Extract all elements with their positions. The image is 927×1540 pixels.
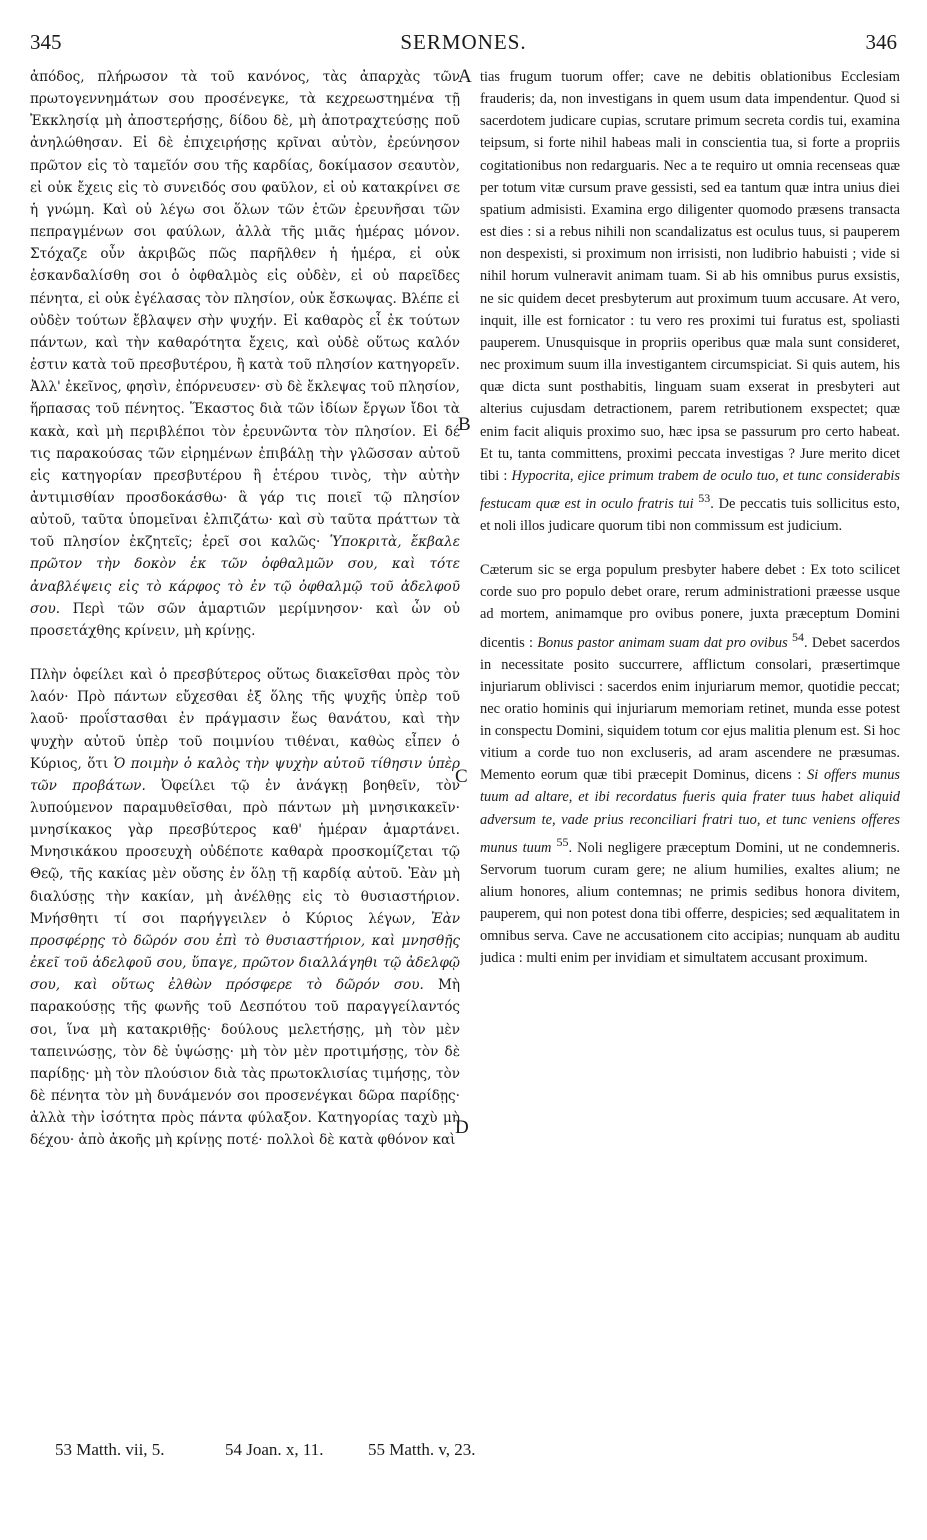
greek-paragraph-2 xyxy=(30,664,460,1151)
footnote-53: 53 Matth. vii, 5. xyxy=(55,1440,165,1459)
latin-paragraph-1: tias frugum tuorum offer; cave ne debitis oblationibus Ecclesiam frauderis; da, non investigans in quem usum data impendentur. Quod si sacerdotem judicare cupias, scrutare primum secreta cordis tui, examina teipsum, si forte nihil habeas mali in conscientia tua, si forte a propriis cogitationibus non redarguaris. Nec a te requiro ut omnia recenseas quæ per totum vitæ cursum prave gessisti, sed ea tantum quæ intra unius diei spatium admisisti. Examina ergo diligenter quomodo præsens transacta est dies : si a rebus nihili non scandalizatus est oculus tuus, si pauperem non despexisti, si proximum non irrisisti, non ludibrio habuisti ; vide si nihil horum vulneravit animam tuam. Si ab his omnibus purus exsistis, ne sic quidem decet presbyterum aut proximum tuum accusare. At vero, inquit, ille est fornicator : tu vero res proximi tui furatus est, spoliasti pauperem. Unusquisque in propriis operibus quæ mala sunt consideret, nec proximum suum illa investigantem circumspiciat. Si quis autem, his quæ dicta sunt posthabitis, linguam suam exserat in presbyteri aut alterius cujusdam detractionem, parem retributionem exspectet; quæ enim facit aliquis proximo suo, hæc ipsa se passurum pro certo habeat. Et tu, tanta committens, proximi peccata investigas ? Jure merito dicet tibi : Hypocrita, ejice primum trabem de oculo tuo, et tunc considerabis festucam quæ est in oculo fratris tui $^{53}$. De peccatis tuis sollicitus esto, et noli illos judicare quorum tibi non commissum est judicium. xyxy=(480,69,900,534)
greek-quote: Ὑποκριτὰ, ἔκβαλε πρῶτον τὴν δοκὸν ἐκ τῶν ὀφθαλμῶν σου, καὶ τότε ἀναβλέψεις εἰς τὸ κάρφος τὸ ἐν τῷ ὀφθαλμῷ τοῦ ἀδελφοῦ σου. xyxy=(30,534,460,617)
greek-paragraph-1 xyxy=(30,66,460,642)
greek-quote: Ἐὰν προσφέρῃς τὸ δῶρόν σου ἐπὶ τὸ θυσιαστήριον, καὶ μνησθῇς ἐκεῖ τοῦ ἀδελφοῦ σου, ὕπαγε, πρῶτον διαλλάγηθι τῷ ἀδελφῷ σου, καὶ οὕτως ἐλθὼν πρόσφερε τὸ δῶρόν σου. xyxy=(30,910,460,994)
latin-quote: Hypocrita, ejice primum trabem de oculo tuo, et tunc considerabis festucam quæ est in oculo fratris tui xyxy=(480,467,900,512)
page-header xyxy=(30,30,897,60)
footnote-ref: 53 xyxy=(698,490,711,505)
latin-column xyxy=(480,66,900,969)
latin-text: De peccatis tuis sollicitus esto, et noli illos judicare quorum tibi non commissum est judicium. xyxy=(480,495,900,534)
footnote-ref: 55 xyxy=(556,834,569,849)
latin-text: Cæterum sic se erga populum presbyter habere debet : Ex toto scilicet corde suo pro populo debet orare, rerum administrationi præesse usque ad mortem, animamque pro ovibus ponere, juxta præceptum Domini dicentis : xyxy=(480,562,900,651)
page-number-left: 345 xyxy=(30,30,62,54)
latin-quote: Bonus pastor animam suam dat pro ovibus xyxy=(537,634,788,651)
greek-quote: Ὁ ποιμὴν ὁ καλὸς τὴν ψυχὴν αὐτοῦ τίθησιν ὑπὲρ τῶν προβάτων. xyxy=(30,755,460,794)
greek-text: Πλὴν ὀφείλει καὶ ὁ πρεσβύτερος οὕτως διακεῖσθαι πρὸς τὸν λαόν· Πρὸ πάντων εὔχεσθαι ἐξ ὅλης τῆς ψυχῆς ὑπὲρ τοῦ λαοῦ· προΐστασθαι ἐν πράγμασιν ἕως θανάτου, καὶ τὴν ψυχὴν αὐτοῦ ὑπὲρ τοῦ ποιμνίου τιθέναι, καθὼς εἶπεν ὁ Κύριος, ὅτι xyxy=(30,667,460,772)
margin-marker-d: D xyxy=(455,1117,469,1138)
footnote-54: 54 Joan. x, 11. xyxy=(225,1440,324,1459)
latin-text: Debet sacerdos in necessitate posito succurrere, afflictum consolari, præsertimque injuriarum oblivisci : sacerdos enim injuriarum memor, quotidie peccat; nec oratio hominis qui injuriarum memoriam retinet, munda esse potest in conspectu Domini, siquidem totum cor ejus malitia plenum est. Si hoc vitium a corde tuo non excluseris, ad aram ascendere ne præsumas. Memento eorum quæ tibi præcepit Dominus, dicens : xyxy=(480,634,900,784)
margin-marker-c: C xyxy=(455,766,468,787)
latin-text: Noli negligere præceptum Domini, ut ne condemneris. Servorum tuorum curam gere; ne alium humilies, exaltes alium; ne alium honores, alium contemnas; ne primis sedibus honora divitem, pauperem, qui non potest dona tibi offerre, despicies; sed æqualitatem in omnibus serva. Cave ne accusationem cito accipias; nunquam ab auditu judica : multi enim per invidiam et simultatem accusant proximum. xyxy=(480,839,900,967)
latin-paragraph-2: Cæterum sic se erga populum presbyter habere debet : Ex toto scilicet corde suo pro populo debet orare, rerum administrationi præesse usque ad mortem, animamque pro ovibus ponere, juxta præceptum Domini dicentis : Bonus pastor animam suam dat pro ovibus $^{54}$. Debet sacerdos in necessitate posito succurrere, afflictum consolari, præsertimque injuriarum oblivisci : sacerdos enim injuriarum memor, quotidie peccat; nec oratio hominis qui injuriarum memoriam retinet, munda esse potest in conspectu Domini, siquidem totum cor ejus malitia plenum est. Si hoc vitium a corde tuo non excluseris, ad aram ascendere ne præsumas. Memento eorum quæ tibi præcepit Dominus, dicens : Si offers munus tuum ad altare, et ibi recordatus fueris quia frater tuus habet aliquid adversum te, vade prius reconciliari fratri tuo, et tunc veniens offeres munus tuum $^{55}$. Noli negligere præceptum Domini, ut ne condemneris. Servorum tuorum curam gere; ne alium humilies, exaltes alium; ne alium honores, alium contemnas; ne primis sedibus honora divitem, pauperem, qui non potest dona tibi offerre, despicies; sed æqualitatem in omnibus serva. Cave ne accusationem cito accipias; nunquam ab auditu judica : multi enim per invidiam et simultatem accusant proximum. xyxy=(480,562,900,967)
footnote-ref: 54 xyxy=(791,629,804,644)
latin-text: tias frugum tuorum offer; cave ne debitis oblationibus Ecclesiam frauderis; da, non investigans in quem usum data impendentur. Quod si sacerdotem judicare cupias, scrutare primum secreta cordis tui, examina teipsum, si forte nihil habeas mali in conscientia tua, si forte a propriis cogitationibus non redarguaris. Nec a te requiro ut omnia recenseas quæ per totum vitæ cursum prave gessisti, sed ea tantum quæ intra unius diei spatium admisisti. Examina ergo diligenter quomodo præsens transacta est dies : si a rebus nihili non scandalizatus est oculus tuus, si pauperem non despexisti, si proximum non irrisisti, non ludibrio habuisti ; vide si nihil horum vulneravit animam tuam. Si ab his omnibus purus exsistis, ne sic quidem decet presbyterum aut proximum tuum accusare. At vero, inquit, ille est fornicator : tu vero res proximi tui furatus est, spoliasti pauperem. Unusquisque in propriis operibus quæ mala sunt consideret, nec proximum suum illa investigantem circumspiciat. Si quis autem, his quæ dicta sunt posthabitis, linguam suam exserat in presbyteri aut alterius cujusdam detractionem, parem retributionem exspectet; quæ enim facit aliquis proximo suo, hæc ipsa se passurum pro certo habeat. Et tu, tanta committens, proximi peccata investigas ? Jure merito dicet tibi : xyxy=(480,69,900,484)
page-number-right: 346 xyxy=(865,30,897,54)
footnotes xyxy=(30,1440,897,1470)
greek-text: Ὀφείλει τῷ ἐν ἀνάγκῃ βοηθεῖν, τὸν λυπούμενον παραμυθεῖσθαι, πρὸ πάντων μὴ μνησικακεῖν· μνησίκακος γὰρ πρεσβύτερος καθ' ἡμέραν ἁμαρτάνει. Μνησικάκου προσευχὴ οὐδέποτε καθαρὰ προσκομίζεται τῷ Θεῷ, τῆς κακίας μὲν οὔσης ἐν ὅλῃ τῇ καρδίᾳ αὐτοῦ. Ἐὰν μὴ διαλύσῃς τὴν κακίαν, μὴ ἀνέλθῃς εἰς τὸ θυσιαστήριον. Μνήσθητι τί σοι παρήγγειλεν ὁ Κύριος λέγων, xyxy=(30,777,460,927)
running-title: SERMONES. xyxy=(400,30,527,54)
footnote-55: 55 Matth. v, 23. xyxy=(368,1440,476,1459)
latin-quote: Si offers munus tuum ad altare, et ibi recordatus fueris quia frater tuus habet aliquid adversum te, vade prius reconciliari fratri tuo, et tunc veniens offeres munus tuum xyxy=(480,767,900,856)
greek-text: Περὶ τῶν σῶν ἁμαρτιῶν μερίμνησον· καὶ ὧν οὐ προσετάχθης κρίνειν, μὴ κρίνῃς. xyxy=(30,600,460,639)
margin-marker-b: B xyxy=(458,414,471,435)
greek-column xyxy=(30,66,460,1152)
greek-text: Μὴ παρακούσῃς τῆς φωνῆς τοῦ Δεσπότου τοῦ παραγγείλαντός σοι, ἵνα μὴ κατακριθῇς· δούλους μελετήσῃς, μὴ τὸν μὲν ταπεινώσῃς, τὸν δὲ ὑψώσῃς· μὴ τὸν μὲν προτιμήσῃς, τὸν δὲ παρίδῃς· μὴ τὸν πλούσιον διὰ τὰς πρωτοκλισίας τιμήσῃς, τὸν δὲ πένητα τὸν μὴ δυνάμενόν σοι προσενέγκαι δῶρα παρίδῃς· ἀλλὰ τὴν ἰσότητα πρὸς πάντα φύλαξον. Κατηγορίας ταχὺ μὴ δέχου· ἀπὸ ἀκοῆς μὴ κρίνῃς ποτέ· πολλοὶ δὲ κατὰ φθόνον καὶ xyxy=(30,977,460,1149)
margin-marker-a: A xyxy=(458,66,472,87)
greek-text: ἀπόδος, πλήρωσον τὰ τοῦ κανόνος, τὰς ἀπαρχὰς τῶν πρωτογεννημάτων σου προσένεγκε, τὰ κεχρεωστημένα τῇ Ἐκκλησίᾳ μὴ ἀποστερήσῃς, δίδου δὲ, μὴ ἀποτραχτεύσῃς ποῦ ἀνηλώθησαν. Εἰ δὲ ἐπιχειρήσῃς κρῖναι αὐτὸν, ἐρεύνησον πρῶτον εἰς τὸ ταμεῖόν σου τῆς καρδίας, δοκίμασον σεαυτὸν, εἰ οὐκ ἔχεις εἰς τὸ συνειδός σου φαῦλον, εἰ οὐ κατακρίνει σε ἡ γνώμη. Καὶ οὐ λέγω σοι ὅλων τῶν ἐτῶν ἐρευνῆσαι τῶν πεπραγμένων σοι φαύλων, ἀλλὰ τῆς μιᾶς ἡμέρας μόνον. Στόχαζε οὖν ἀκριβῶς πῶς παρῆλθεν ἡ ἡμέρα, εἰ οὐκ ἐσκανδαλίσθη σοι ὁ ὀφθαλμὸς εἰς οὐδὲν, εἰ οὐ παρεῖδες πένητα, εἰ οὐκ ἐγέλασας τὸν πλησίον, οὐκ ἔσκωψας. Βλέπε εἰ οὐδὲν τούτων ἔβλαψεν σὴν ψυχήν. Εἰ καθαρὸς εἶ ἐκ τούτων πάντων, καὶ τὴν καθαρότητα ἔχεις, καὶ οὐδὲ οὕτως καλόν ἐστιν κατὰ τοῦ πρεσβυτέρου, ἢ κατὰ τοῦ πλησίον κατηγορεῖν. Ἀλλ' ἐκεῖνος, φησὶν, ἐπόρνευσεν· σὺ δὲ ἔκλεψας τοῦ πλησίον, ἥρπασας τοῦ πένητος. Ἕκαστος διὰ τῶν ἰδίων ἔργων ἴδοι τὰ κακὰ, καὶ μὴ περιβλέποι τὸν ἐρευνῶντα τὸν πλησίον. Εἰ δέ τις παρακούσας τῶν εἰρημένων ἐπιβάλῃ τὴν γλῶσσαν αὐτοῦ εἰς κατηγορίαν πρεσβυτέρου ἢ ἑτέρου τινὸς, τὴν αὐτὴν ἀντιμισθίαν προσδοκάσθω· ἃ γάρ τις ποιεῖ τῷ πλησίον αὐτοῦ, ταῦτα ὑπομεῖναι ἐλπιζάτω· καὶ σὺ ταῦτα πράττων τὰ τοῦ πλησίον ἐκζητεῖς; ἐρεῖ σοι καλῶς· xyxy=(30,69,460,551)
